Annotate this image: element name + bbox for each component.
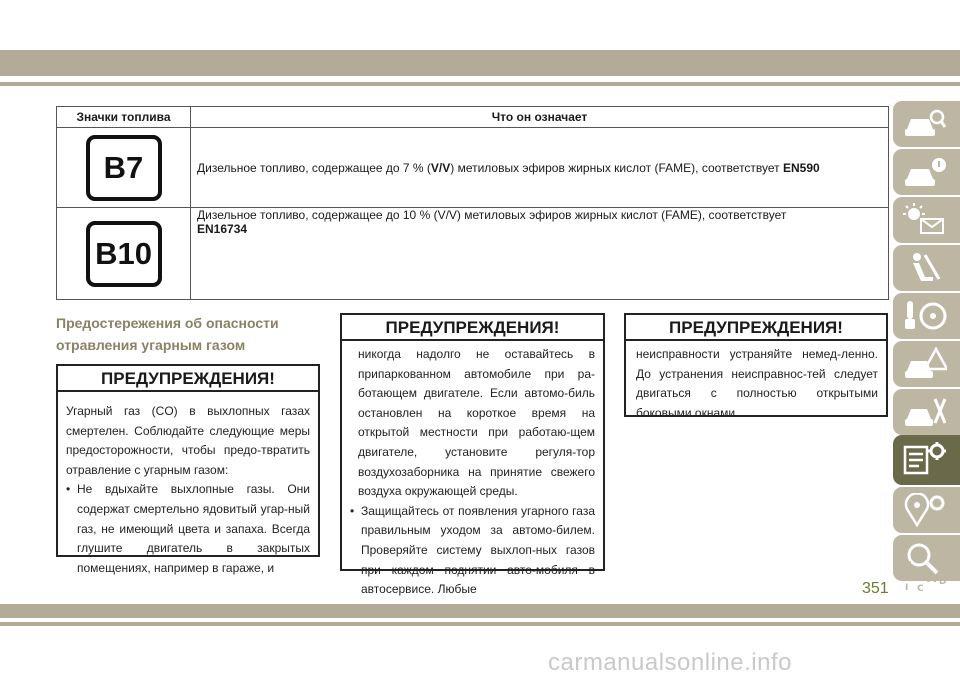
warning-light-message-icon — [903, 203, 947, 237]
car-hazard-icon — [903, 347, 947, 381]
car-search-icon — [903, 107, 947, 141]
tab-technical-specifications[interactable] — [893, 435, 960, 485]
warning-box — [56, 364, 320, 575]
svg-text:E: E — [933, 559, 940, 569]
warning-body — [58, 392, 318, 578]
column-header-fuel-icons: Значки топлива — [57, 107, 191, 128]
tab-in-case-of-emergency[interactable] — [893, 341, 960, 387]
airbag-seat-icon — [903, 251, 947, 285]
warning-lead-text: Угарный газ (CO) в выхлопных газах смертелен. Соблюдайте следующие меры предосторожности, чтобы предо-твратить отравление с угарным газом: — [66, 404, 310, 477]
standard-code: EN590 — [783, 160, 820, 175]
meaning-cell — [191, 128, 889, 208]
footer-rule — [0, 622, 960, 626]
svg-text:I: I — [905, 583, 909, 592]
specifications-gear-icon — [903, 441, 947, 479]
header-band — [0, 50, 960, 76]
section-heading-line: Предостережения об опасности — [56, 315, 279, 331]
warning-title: ПРЕДУПРЕЖДЕНИЯ! — [342, 315, 603, 341]
tab-vehicle-overview[interactable] — [893, 101, 960, 147]
warning-box — [340, 313, 605, 597]
warning-bullet: • Не вдыхайте выхлопные газы. Они содержат смертельно ядовитый угар-ный газ, не имеющий цвета и запаха. Всегда глушите двигатель в закрытых помещениях, например в гараже, и — [66, 480, 310, 578]
section-heading — [56, 312, 326, 356]
header-rule — [0, 82, 960, 86]
key-steering-wheel-icon — [903, 299, 947, 333]
tab-servicing-maintenance[interactable] — [893, 389, 960, 435]
warning-bullet: • Защищайтесь от появления угарного газа правильным уходом за автомо-билем. Проверяйте систему выхлоп-ных газов при каждом поднятии авто-мобиля в автосервисе. Любые — [350, 502, 595, 600]
tab-vehicle-info[interactable] — [893, 149, 960, 195]
watermark: carmanualsonline.info — [548, 649, 792, 676]
section-heading-line: отравления угарным газом — [56, 337, 246, 353]
warning-title: ПРЕДУПРЕЖДЕНИЯ! — [626, 315, 886, 341]
warning-body — [626, 341, 886, 423]
standard-code: EN16734 — [197, 222, 248, 236]
svg-text:B: B — [911, 573, 918, 583]
table-row — [57, 128, 889, 208]
volume-unit: V/V — [430, 160, 451, 175]
tab-alphabetical-index[interactable] — [893, 552, 960, 592]
warning-continuation-text: никогда надолго не оставайтесь в припаркованном автомобиле при ра-ботающем двигателе. Если автомо-биль остановлен на короткое время на открытой местности при работаю-щем двигателе, установите регуля-тор воздухозаборника на принятие свежего воздуха окружающей среды. — [358, 347, 595, 499]
meaning-cell — [191, 208, 889, 300]
b10-fuel-icon: B10 — [86, 221, 162, 287]
svg-text:C: C — [917, 584, 924, 592]
page-number: 351 — [862, 580, 889, 597]
warning-continuation-text: неисправности устраняйте немед-ленно. До устранения неисправнос-тей следует двигаться с полностью открытыми боковыми окнами. — [636, 347, 878, 420]
table-row — [57, 208, 889, 300]
fuel-icons-table — [56, 106, 889, 300]
footer-band — [0, 604, 960, 618]
meaning-text: Дизельное топливо, содержащее до 7 % ( — [197, 160, 431, 175]
svg-text:A: A — [927, 571, 937, 585]
column-header-meaning: Что он означает — [191, 107, 889, 128]
meaning-text: Дизельное топливо, содержащее до 10 % (V/V) метиловых эфиров жирных кислот (FAME), соответствует — [197, 208, 787, 222]
warning-box — [624, 313, 888, 420]
tab-starting-operating[interactable] — [893, 293, 960, 339]
alphabet-index-icon — [903, 558, 947, 592]
fuel-icon-cell — [57, 128, 191, 208]
warning-body — [342, 341, 603, 600]
car-info-icon — [903, 155, 947, 189]
warning-title: ПРЕДУПРЕЖДЕНИЯ! — [58, 366, 318, 392]
svg-text:Z: Z — [905, 561, 912, 571]
car-tools-icon — [903, 395, 947, 429]
tab-warning-lights[interactable] — [893, 197, 960, 243]
table-header-row — [57, 107, 889, 128]
svg-text:D: D — [939, 577, 947, 587]
map-pin-gear-icon — [903, 493, 947, 527]
tab-multimedia[interactable] — [893, 487, 960, 533]
b7-fuel-icon: B7 — [86, 135, 162, 201]
tab-safety[interactable] — [893, 245, 960, 291]
fuel-icon-cell — [57, 208, 191, 300]
meaning-text-after: ) метиловых эфиров жирных кислот (FAME), соответствует — [450, 160, 784, 175]
